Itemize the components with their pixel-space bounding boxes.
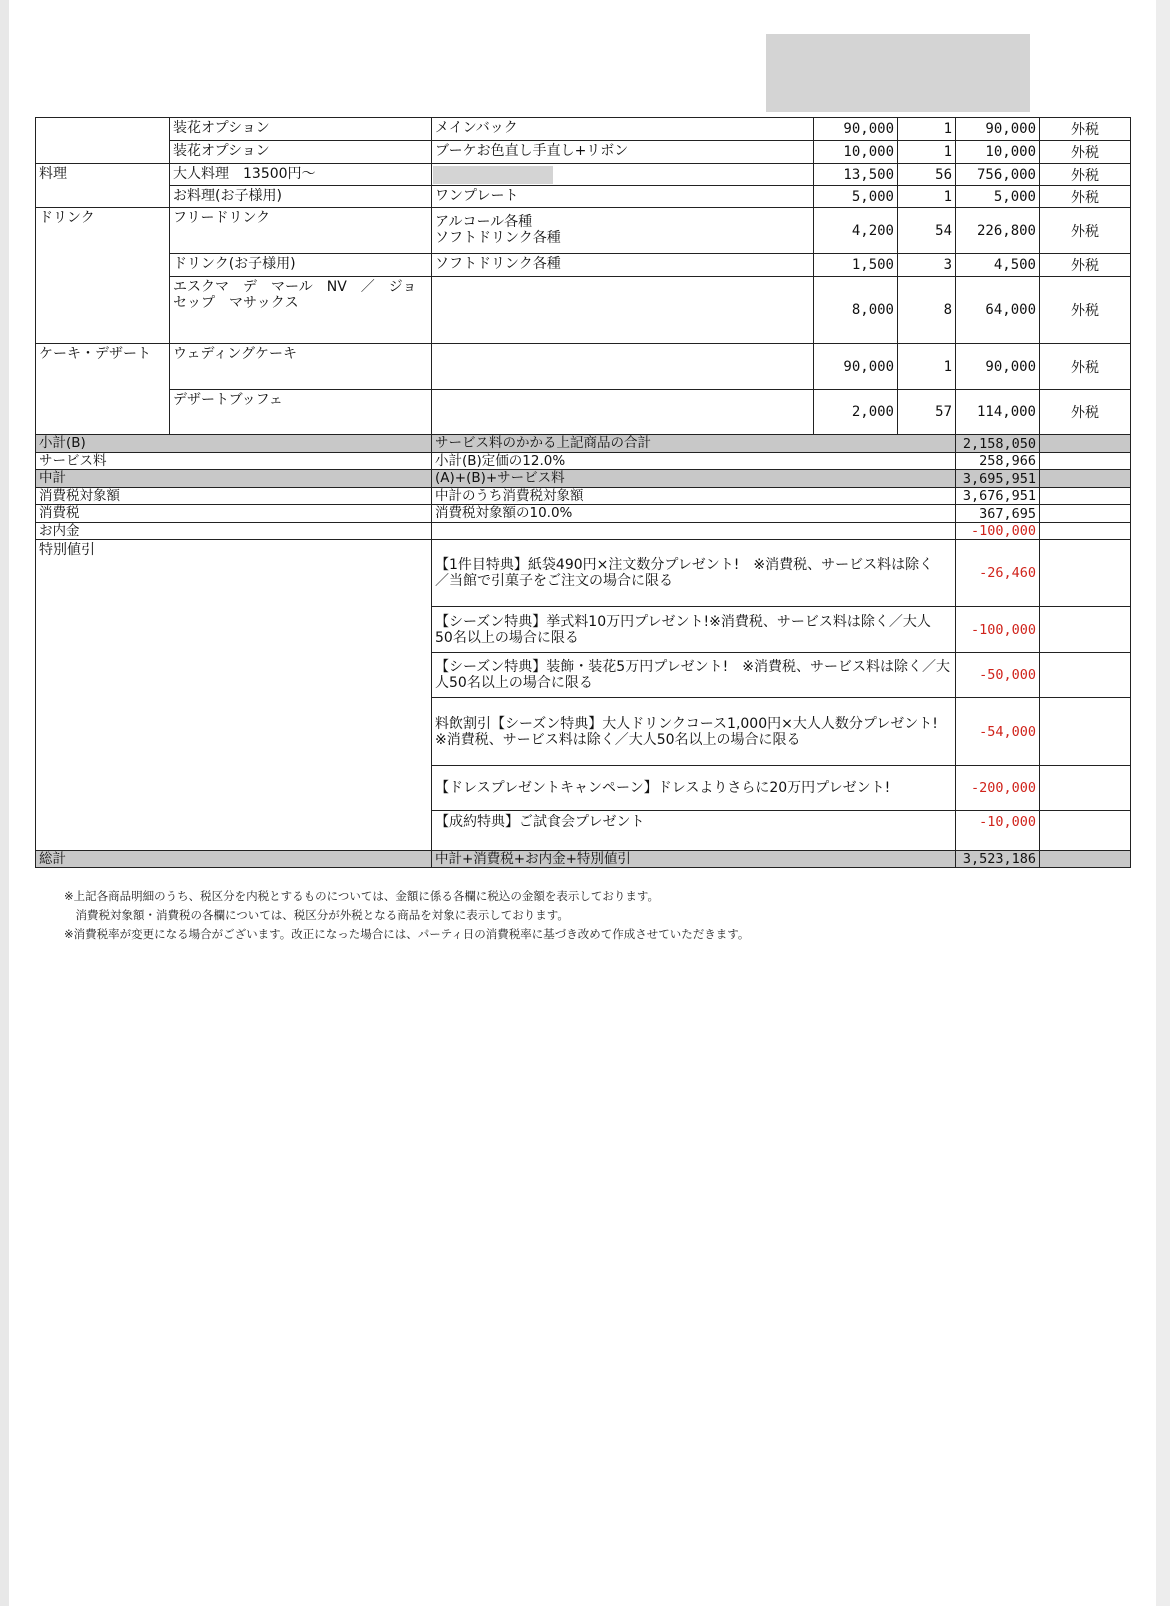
discount-amount: -26,460 [955,539,1039,606]
tax-type: 外税 [1039,140,1131,163]
unit-price: 90,000 [813,117,897,140]
amount: 90,000 [955,343,1039,389]
discount-blank [1039,539,1131,606]
redacted-block [766,34,1030,112]
tax-type: 外税 [1039,117,1131,140]
tax-type: 外税 [1039,253,1131,276]
discount-amount: -200,000 [955,765,1039,810]
estimate-table [35,117,1131,868]
summary-label: 中計 [35,469,431,487]
unit-price: 4,200 [813,207,897,253]
amount: 756,000 [955,163,1039,185]
redacted-block [433,166,553,184]
item-name: フリードリンク [169,207,431,253]
amount: 4,500 [955,253,1039,276]
tax-type: 外税 [1039,163,1131,185]
unit-price: 8,000 [813,276,897,343]
tax-type: 外税 [1039,276,1131,343]
item-name: エスクマ デ マール NV ／ ジョ セップ マサックス [169,276,431,343]
summary-amount: 367,695 [955,504,1039,522]
summary-blank [1039,452,1131,469]
footnotes [64,887,749,944]
discount-blank-spacer [1039,832,1131,850]
summary-blank [1039,487,1131,504]
item-detail [431,389,813,434]
discount-blank [1039,697,1131,765]
item-name: お料理(お子様用) [169,185,431,207]
summary-blank [1039,434,1131,452]
quantity: 54 [897,207,955,253]
summary-label: 消費税 [35,504,431,522]
tax-type: 外税 [1039,207,1131,253]
summary-label: 消費税対象額 [35,487,431,504]
footnote: 消費税対象額・消費税の各欄については、税区分が外税となる商品を対象に表示しております。 [64,908,569,922]
item-name: 装花オプション [169,140,431,163]
summary-desc: サービス料のかかる上記商品の合計 [431,434,955,452]
item-detail: ブーケお色直し手直し+リボン [431,140,813,163]
total-amount: 3,523,186 [955,850,1039,868]
discount-label: 特別値引 [35,539,431,850]
item-detail: アルコール各種 ソフトドリンク各種 [431,207,813,253]
unit-price: 5,000 [813,185,897,207]
summary-blank [1039,522,1131,539]
discount-desc: 料飲割引【シーズン特典】大人ドリンクコース1,000円×大人人数分プレゼント! ※消費税、サービス料は除く／大人50名以上の場合に限る [431,697,955,765]
summary-blank [1039,504,1131,522]
page-edge-right [1156,0,1170,1606]
discount-desc: 【ドレスプレゼントキャンペーン】ドレスよりさらに20万円プレゼント! [431,765,955,810]
summary-amount: 3,695,951 [955,469,1039,487]
page-edge-left [0,0,9,1606]
unit-price: 90,000 [813,343,897,389]
item-detail [431,343,813,389]
discount-amount-spacer [955,832,1039,850]
item-detail: ソフトドリンク各種 [431,253,813,276]
discount-amount: -10,000 [955,810,1039,832]
category-cell: ドリンク [35,207,169,343]
summary-desc: (A)+(B)+サービス料 [431,469,955,487]
tax-type: 外税 [1039,389,1131,434]
total-label: 総計 [35,850,431,868]
discount-amount: -54,000 [955,697,1039,765]
summary-amount: 3,676,951 [955,487,1039,504]
quantity: 1 [897,140,955,163]
item-name: 装花オプション [169,117,431,140]
quantity: 1 [897,117,955,140]
unit-price: 1,500 [813,253,897,276]
quantity: 8 [897,276,955,343]
summary-desc [431,522,955,539]
summary-desc: 消費税対象額の10.0% [431,504,955,522]
footnote: ※消費税率が変更になる場合がございます。改正になった場合には、パーティ日の消費税率に基づき改めて作成させていただきます。 [64,927,750,941]
summary-amount: 2,158,050 [955,434,1039,452]
discount-amount: -50,000 [955,652,1039,697]
total-desc: 中計+消費税+お内金+特別値引 [431,850,955,868]
summary-label: 小計(B) [35,434,431,452]
amount: 226,800 [955,207,1039,253]
discount-blank [1039,606,1131,652]
discount-desc: 【成約特典】ご試食会プレゼント [431,810,955,832]
amount: 114,000 [955,389,1039,434]
quantity: 1 [897,185,955,207]
item-name: 大人料理 13500円〜 [169,163,431,185]
summary-label: お内金 [35,522,431,539]
amount: 64,000 [955,276,1039,343]
item-name: ウェディングケーキ [169,343,431,389]
item-name: デザートブッフェ [169,389,431,434]
tax-type: 外税 [1039,343,1131,389]
summary-amount: 258,966 [955,452,1039,469]
discount-blank [1039,765,1131,810]
discount-blank [1039,652,1131,697]
quantity: 57 [897,389,955,434]
summary-desc: 中計のうち消費税対象額 [431,487,955,504]
category-cell: 料理 [35,163,169,207]
unit-price: 10,000 [813,140,897,163]
discount-desc: 【シーズン特典】装飾・装花5万円プレゼント! ※消費税、サービス料は除く／大 人50名以上の場合に限る [431,652,955,697]
tax-type: 外税 [1039,185,1131,207]
category-cell: ケーキ・デザート [35,343,169,434]
discount-desc: 【1件目特典】紙袋490円×注文数分プレゼント! ※消費税、サービス料は除く ／当館で引菓子をご注文の場合に限る [431,539,955,606]
discount-blank [1039,810,1131,832]
summary-amount: -100,000 [955,522,1039,539]
discount-desc-spacer [431,832,955,850]
amount: 90,000 [955,117,1039,140]
category-cell [35,117,169,163]
quantity: 1 [897,343,955,389]
summary-blank [1039,469,1131,487]
summary-desc: 小計(B)定価の12.0% [431,452,955,469]
quantity: 56 [897,163,955,185]
item-detail [431,276,813,343]
item-name: ドリンク(お子様用) [169,253,431,276]
unit-price: 13,500 [813,163,897,185]
footnote: ※上記各商品明細のうち、税区分を内税とするものについては、金額に係る各欄に税込の金額を表示しております。 [64,889,659,903]
summary-label: サービス料 [35,452,431,469]
item-detail: メインバック [431,117,813,140]
unit-price: 2,000 [813,389,897,434]
item-detail: ワンプレート [431,185,813,207]
discount-desc: 【シーズン特典】挙式料10万円プレゼント!※消費税、サービス料は除く／大人 50名以上の場合に限る [431,606,955,652]
quantity: 3 [897,253,955,276]
amount: 10,000 [955,140,1039,163]
discount-amount: -100,000 [955,606,1039,652]
total-blank [1039,850,1131,868]
amount: 5,000 [955,185,1039,207]
